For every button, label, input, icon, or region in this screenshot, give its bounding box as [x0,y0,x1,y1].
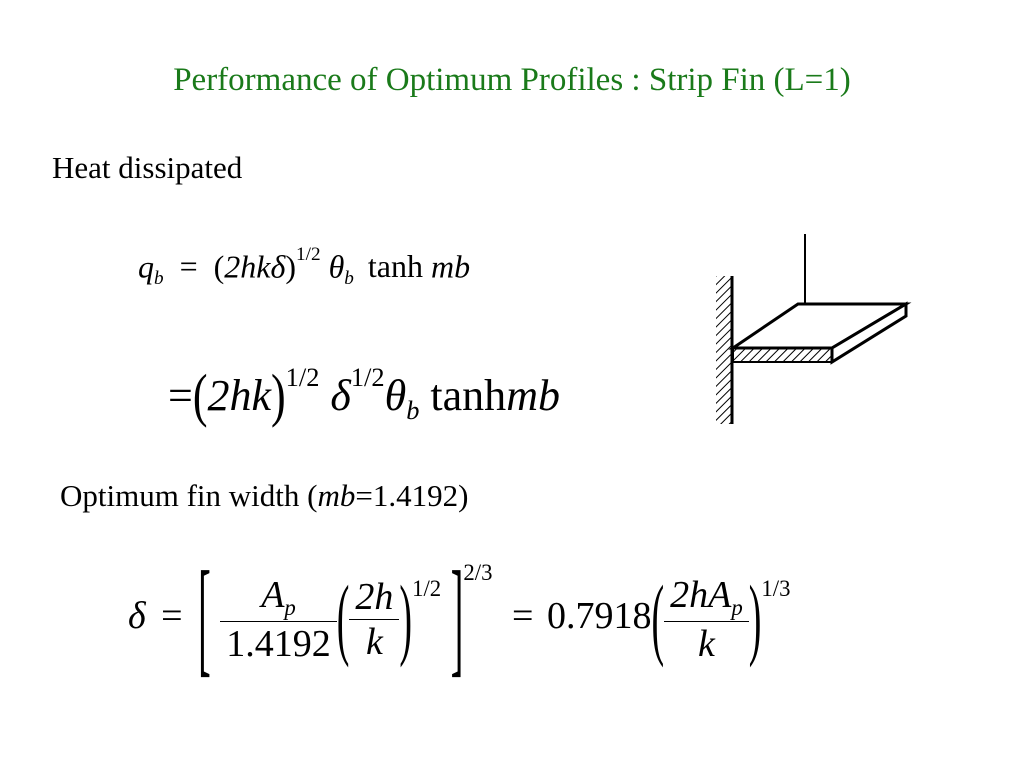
slide-title: Performance of Optimum Profiles : Strip Fin (L=1) [173,62,851,98]
eq3-frac2: $\frac{2h}{k}$ [349,575,399,664]
eq1-theta: θ [328,248,345,285]
eq2-theta: θ [384,370,407,420]
heat-dissipated-label: Heat dissipated [52,150,243,185]
eq1-inner: 2hkδ [224,248,286,285]
eq1-arg: mb [430,248,471,285]
eq3-equals: = [161,594,183,637]
eq1-func: tanh [367,248,423,285]
eq2-arg: mb [506,370,560,420]
optimum-width-equation: δ = [ $\frac{A_p}{1.4192}$ ( $\frac{2h}{k}$ )$^{1/2}$ ]$^{2/3}$ = 0.7918( $\frac{2hA_p}{k}$ )$^{1/3}$ [128,547,791,691]
eq2-exp2: 1/2 [350,362,385,392]
eq1-equals: = [179,248,198,285]
eq2-func: tanh [430,370,507,420]
eq3-equals-2: = [512,594,534,637]
eq3-outer-exp: 2/3 [463,560,493,585]
eq2-exp1: 1/2 [285,362,320,392]
eq2-delta: δ [330,370,351,420]
eq3-frac1: $\frac{A_p}{1.4192}$ [220,573,337,666]
optimum-width-label: Optimum fin width (mb=1.4192) [60,478,469,513]
eq3-exp3: 1/3 [761,575,791,601]
eq3-lhs: δ [128,594,146,637]
eq1-theta-sub: b [344,267,354,289]
eq1-lhs: q [138,248,154,285]
eq1-lhs-sub: b [154,267,164,289]
eq3-coef: 0.7918 [546,594,652,637]
eq3-inner-exp: 1/2 [412,575,442,601]
heat-equation-2: $=(2hk)^{1/2}$ $\delta^{1/2}\theta_b$ tanhmb [168,362,560,429]
strip-fin-on-wall-icon [700,232,920,437]
eq2-inner: 2hk [207,370,272,420]
eq2-theta-sub: b [406,394,420,425]
eq3-frac3: $\frac{2hA_p}{k}$ [664,573,749,666]
heat-equation-1: $q_b = (2hk\delta)^{1/2}$ $\theta_b$ tanh mb [138,244,471,289]
eq1-exponent: 1/2 [296,244,321,265]
eq2-equals: = [168,370,193,420]
